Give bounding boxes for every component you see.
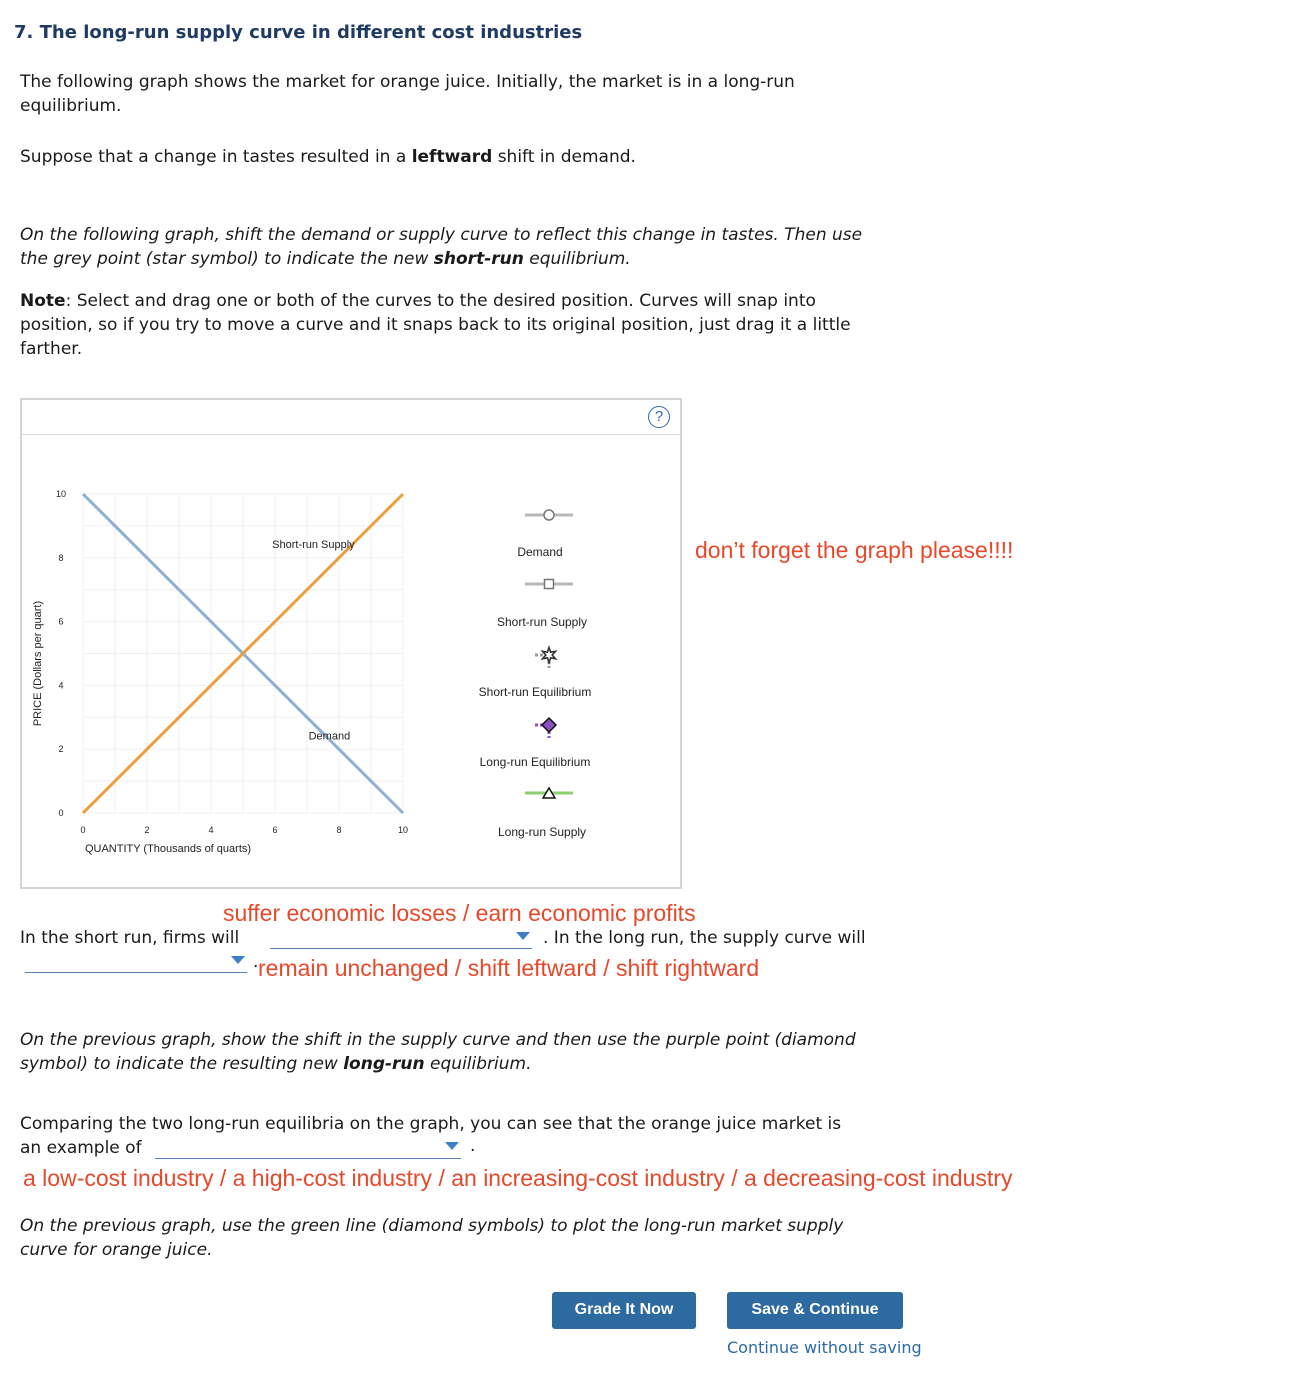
q2-pre: In the short run, firms will	[20, 928, 240, 948]
firms-dropdown[interactable]	[270, 928, 532, 949]
y-tick-label: 10	[55, 489, 67, 499]
suppose-post: shift in demand.	[492, 147, 636, 167]
q5-line-2: curve for orange juice.	[20, 1240, 213, 1260]
note-line-3: farther.	[20, 339, 83, 359]
note-text-1: : Select and drag one or both of the curves to the desired position. Curves will snap into	[65, 291, 816, 311]
q4-line-2: an example of	[20, 1138, 142, 1158]
instr-2-post: equilibrium.	[523, 249, 631, 269]
q3-2-pre: symbol) to indicate the resulting new	[20, 1054, 344, 1074]
save-continue-button[interactable]: Save & Continue	[727, 1292, 903, 1329]
palette-label[interactable]: Short-run Supply	[496, 615, 588, 629]
chevron-down-icon	[231, 956, 245, 964]
x-tick-label: 6	[272, 825, 278, 835]
q2-mid: . In the long run, the supply curve will	[543, 928, 866, 948]
q2-post: .	[253, 952, 259, 972]
graph-annotation: don’t forget the graph please!!!!	[695, 537, 1014, 563]
square-handle-icon[interactable]	[525, 580, 573, 589]
diamond-shape	[542, 718, 556, 732]
supply-tool-handle	[545, 580, 554, 589]
y-tick-label: 6	[58, 616, 64, 627]
help-icon[interactable]: ?	[648, 406, 670, 428]
hint-firms: suffer economic losses / earn economic profits	[223, 900, 696, 926]
q5-line-1: On the previous graph, use the green line (diamond symbols) to plot the long-run market supply	[20, 1216, 844, 1236]
chevron-down-icon	[516, 932, 530, 940]
suppose-paragraph	[20, 145, 920, 169]
question-title: 7. The long-run supply curve in different cost industries	[14, 22, 583, 43]
note-label: Note	[20, 291, 66, 311]
y-axis-label: PRICE (Dollars per quart)	[32, 600, 44, 727]
instr-line-2	[20, 247, 920, 271]
palette-label[interactable]: Long-run Equilibrium	[479, 755, 591, 769]
chevron-down-icon	[445, 1142, 459, 1150]
tool-palette	[479, 510, 592, 839]
intro-line-1: The following graph shows the market for orange juice. Initially, the market is in a long-run	[20, 72, 795, 92]
palette-label[interactable]: Short-run Equilibrium	[478, 685, 592, 699]
suppose-pre: Suppose that a change in tastes resulted in a	[20, 147, 412, 167]
x-tick-label: 0	[80, 825, 86, 835]
hint-supply: remain unchanged / shift leftward / shift rightward	[258, 955, 760, 981]
triangle-line-icon[interactable]	[525, 788, 573, 798]
q3-paragraph	[20, 1028, 920, 1076]
y-tick-label: 8	[58, 552, 64, 563]
x-tick-label: 8	[336, 825, 342, 835]
hint-industry: a low-cost industry / a high-cost industry / an increasing-cost industry / a decreasing-cost industry	[23, 1165, 1013, 1191]
q4-post: .	[470, 1136, 476, 1156]
y-tick-label: 0	[58, 808, 64, 818]
palette-label[interactable]: Demand	[517, 545, 563, 559]
q4-line-1: Comparing the two long-run equilibria on the graph, you can see that the orange juice market is	[20, 1114, 842, 1134]
star-point-icon[interactable]	[535, 648, 556, 669]
circle-handle-icon[interactable]	[525, 510, 573, 520]
grade-it-now-button[interactable]: Grade It Now	[552, 1292, 696, 1329]
demand-curve-label: Demand	[308, 730, 351, 743]
q3-2-bold: long-run	[343, 1054, 425, 1074]
graph-canvas[interactable]	[22, 400, 680, 887]
q5-paragraph	[20, 1214, 920, 1262]
x-tick-label: 2	[144, 825, 150, 835]
palette-label[interactable]: Long-run Supply	[497, 825, 587, 839]
note-line-2: position, so if you try to move a curve and it snaps back to its original position, just drag it a little	[20, 315, 851, 335]
continue-without-saving-link[interactable]: Continue without saving	[727, 1338, 922, 1357]
x-tick-label: 4	[208, 825, 214, 835]
instr-2-pre: the grey point (star symbol) to indicate the new	[20, 249, 434, 269]
y-tick-label: 2	[58, 744, 64, 755]
intro-paragraph	[20, 70, 920, 118]
supply-curve-label: Short-run Supply	[272, 539, 355, 552]
y-tick-label: 4	[58, 680, 64, 691]
instr-2-bold: short-run	[433, 249, 524, 269]
supply-dropdown[interactable]	[25, 952, 247, 973]
instr-line-1: On the following graph, shift the demand or supply curve to reflect this change in tastes. Then use	[20, 225, 863, 245]
q3-line-2	[20, 1052, 920, 1076]
instruction-paragraph	[20, 223, 920, 271]
q3-2-post: equilibrium.	[424, 1054, 532, 1074]
note-line-1	[20, 289, 920, 313]
x-tick-label: 10	[397, 825, 409, 835]
star-shape	[543, 648, 556, 663]
q3-line-1: On the previous graph, show the shift in the supply curve and then use the purple point (diamond	[20, 1030, 856, 1050]
graph-panel	[20, 398, 682, 889]
intro-line-2: equilibrium.	[20, 96, 122, 116]
suppose-bold: leftward	[411, 147, 493, 167]
demand-tool-handle	[544, 510, 554, 520]
note-paragraph	[20, 289, 920, 361]
diamond-point-icon[interactable]	[535, 718, 556, 738]
industry-dropdown[interactable]	[155, 1138, 461, 1159]
x-axis-label: QUANTITY (Thousands of quarts)	[84, 843, 252, 855]
